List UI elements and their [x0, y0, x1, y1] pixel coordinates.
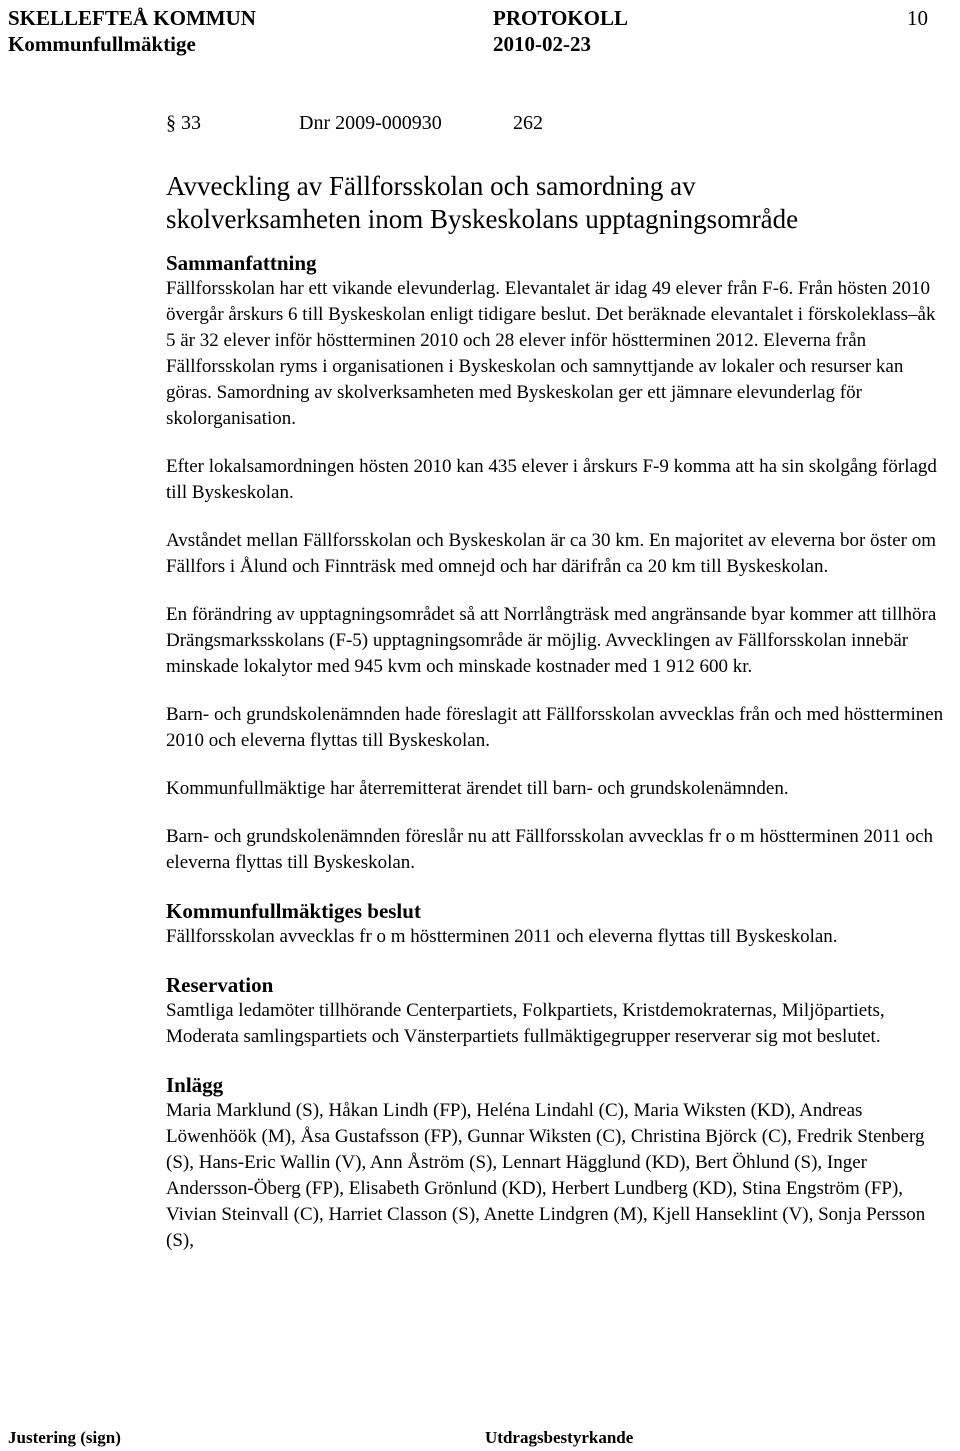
document-type: PROTOKOLL — [493, 6, 628, 30]
reservation-heading: Reservation — [166, 973, 274, 997]
decision-heading: Kommunfullmäktiges beslut — [166, 899, 421, 923]
archive-code: 262 — [513, 112, 543, 134]
decision-text: Fällforsskolan avvecklas fr o m höstterminen 2011 och eleverna flyttas till Byskeskolan. — [166, 926, 838, 947]
contributions-heading: Inlägg — [166, 1073, 224, 1097]
document-body — [166, 110, 946, 1254]
summary-heading: Sammanfattning — [166, 251, 317, 275]
summary-paragraph-4: En förändring av upptagningsområdet så att Norrlångträsk med angränsande byar kommer att tillhöra Drängsmarksskolans (F-5) upptagningsområde är möjlig. Avvecklingen av Fällforsskolan innebär minskade lokalytor med 945 kvm och minskade kostnader med 1 912 600 kr. — [166, 604, 937, 677]
case-reference — [166, 110, 946, 136]
summary-paragraph-5: Barn- och grundskolenämnden hade föreslagit att Fällforsskolan avvecklas från och med höstterminen 2010 och eleverna flyttas till Byskeskolan. — [166, 704, 944, 751]
summary-paragraph-3: Avståndet mellan Fällforsskolan och Byskeskolan är ca 30 km. En majoritet av eleverna bor öster om Fällfors i Ålund och Finnträsk med omnejd och har därifrån ca 20 km till Byskeskolan. — [166, 530, 936, 577]
signature-label: Justering (sign) — [8, 1428, 121, 1447]
contributions-text: Maria Marklund (S), Håkan Lindh (FP), Heléna Lindahl (C), Maria Wiksten (KD), Andreas Löwenhöök (M), Åsa Gustafsson (FP), Gunnar Wiksten (C), Christina Björck (C), Fredrik Stenberg (S), Hans-Eric Wallin (V), Ann Åström (S), Lennart Hägglund (KD), Bert Öhlund (S), Inger Andersson-Öberg (FP), Elisabeth Grönlund (KD), Herbert Lundberg (KD), Stina Engström (FP), Vivian Steinvall (C), Harriet Classon (S), Anette Lindgren (M), Kjell Hanseklint (V), Sonja Persson (S), — [166, 1100, 926, 1251]
summary-paragraph-6: Kommunfullmäktige har återremitterat ärendet till barn- och grundskolenämnden. — [166, 778, 789, 799]
title-line-2: skolverksamheten inom Byskeskolans upptagningsområde — [166, 204, 799, 234]
summary-paragraph-7: Barn- och grundskolenämnden föreslår nu att Fällforsskolan avvecklas fr o m höstterminen 2011 och eleverna flyttas till Byskeskolan. — [166, 826, 934, 873]
municipality-name: SKELLEFTEÅ KOMMUN — [8, 6, 256, 30]
page-number: 10 — [907, 6, 928, 30]
paragraph-number: § 33 — [166, 112, 201, 134]
body-name: Kommunfullmäktige — [8, 32, 196, 56]
diary-number: Dnr 2009-000930 — [299, 112, 442, 134]
meeting-date: 2010-02-23 — [493, 32, 591, 56]
page-title — [166, 170, 946, 236]
title-line-1: Avveckling av Fällforsskolan och samordning av — [166, 171, 696, 201]
certified-copy-label: Utdragsbestyrkande — [485, 1428, 634, 1447]
summary-paragraph-1: Fällforsskolan har ett vikande elevunderlag. Elevantalet är idag 49 elever från F-6. Från hösten 2010 övergår årskurs 6 till Byskeskolan enligt tidigare beslut. Det beräknade elevantalet i förskoleklass–åk 5 är 32 elever inför höstterminen 2010 och 28 elever inför höstterminen 2012. Eleverna från Fällforsskolan ryms i organisationen i Byskeskolan och samnyttjande av lokaler och resurser kan göras. Samordning av skolverksamheten med Byskeskolan ger ett jämnare elevunderlag för skolorganisation. — [166, 278, 936, 429]
reservation-text: Samtliga ledamöter tillhörande Centerpartiets, Folkpartiets, Kristdemokraternas, Miljöpartiets, Moderata samlingspartiets och Vänsterpartiets fullmäktigegrupper reserverar sig mot beslutet. — [166, 1000, 885, 1047]
summary-paragraph-2: Efter lokalsamordningen hösten 2010 kan 435 elever i årskurs F-9 komma att ha sin skolgång förlagd till Byskeskolan. — [166, 456, 937, 503]
